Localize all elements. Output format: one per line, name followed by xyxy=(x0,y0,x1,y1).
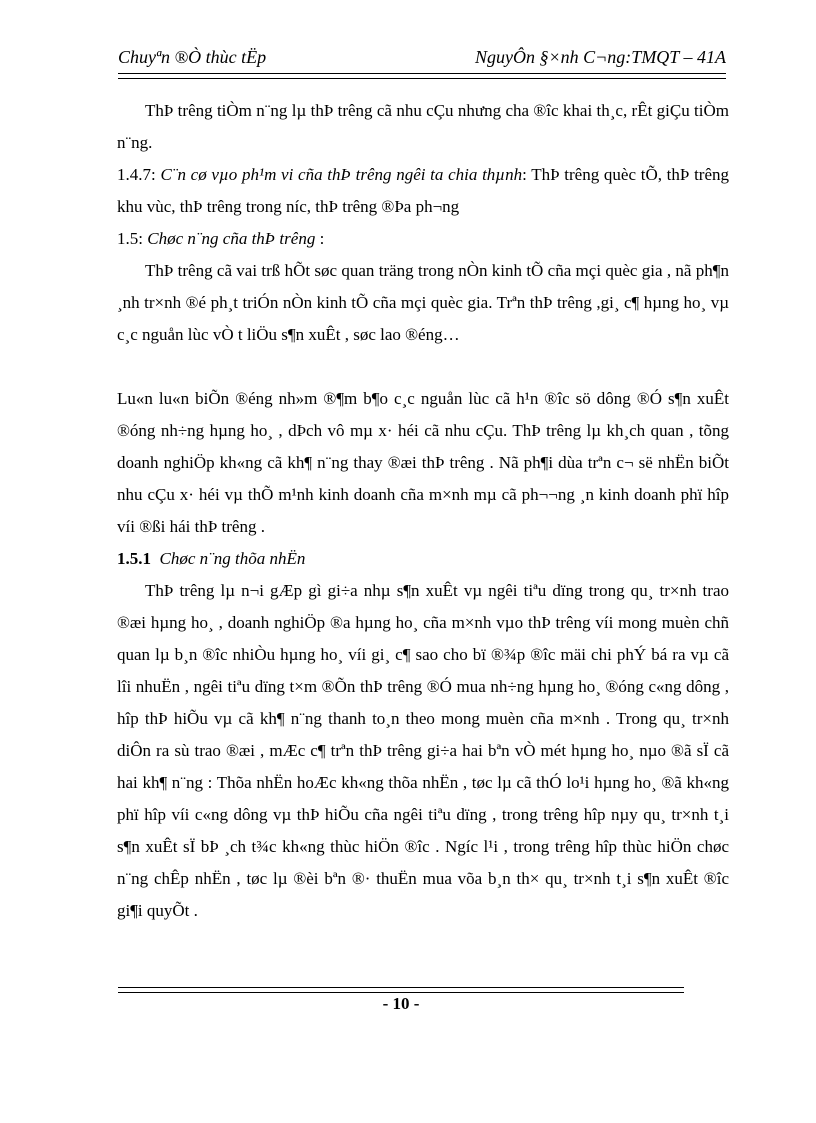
footer-divider xyxy=(118,987,684,993)
paragraph-recognition-function: ThÞ trêng lµ n¬i gÆp gì gi÷a nhµ s¶n xuÊt vµ ngêi tiªu dïng trong qu¸ tr×nh trao ®æi hµng ho¸ , doanh nghiÖp ®a hµng ho¸ cña m×nh vµo thÞ trêng víi mong muèn chñ quan lµ b¸n ®îc nhiÒu hµng ho¸ víi gi¸ c¶ sao cho bï ®¾p ®îc mäi chi phÝ bá ra vµ cã lîi nhuËn , ngêi tiªu dïng t×m ®Õn thÞ trêng ®Ó mua nh÷ng hµng ho¸ ®óng c«ng dông , hîp thÞ hiÕu vµ cã kh¶ n¨ng thanh to¸n theo mong muèn cña m×nh . Trong qu¸ tr×nh diÔn ra sù trao ®æi , mÆc c¶ trªn thÞ trêng gi÷a hai bªn vÒ mét hµng ho¸ nµo ®ã sÏ cã hai kh¶ n¨ng : Thõa nhËn hoÆc kh«ng thõa nhËn , tøc lµ cã thÓ lo¹i hµng ho¸ ®ã kh«ng phï hîp víi c«ng dông vµ thÞ hiÕu cña ngêi tiªu dïng , trong trêng hîp nµy qu¸ tr×nh t¸i s¶n xuÊt sÏ bÞ ¸ch t¾c kh«ng thùc hiÖn ®îc . Ngíc l¹i , trong trêng hîp thùc hiÖn chøc n¨ng chÊp nhËn , tøc lµ ®èi bªn ®· thuËn mua võa b¸n th× qu¸ tr×nh t¸i s¶n xuÊt ®îc gi¶i quyÕt . xyxy=(117,581,729,920)
page-body xyxy=(117,95,729,927)
section-text: : ThÞ trêng quèc tÕ, thÞ trêng khu vùc, thÞ trêng trong níc, thÞ trêng ®Þa ph¬ng xyxy=(117,165,730,216)
paragraph-market-dynamics: Lu«n lu«n biÕn ®éng nh»m ®¶m b¶o c¸c nguån lùc cã h¹n ®îc sö dông ®Ó s¶n xuÊt ®óng nh÷ng hµng ho¸ , dÞch vô mµ x· héi cã nhu cÇu. ThÞ trêng lµ kh¸ch quan , tõng doanh nghiÖp kh«ng cã kh¶ n¨ng thay ®æi thÞ trêng . Nã ph¶i dùa trªn c¬ së nhËn biÕt nhu cÇu x· héi vµ thÕ m¹nh kinh doanh cña m×nh mµ cã ph¬¬ng ¸n kinh doanh phï hîp víi ®ßi hái thÞ trêng . xyxy=(117,389,729,536)
header-divider xyxy=(118,73,726,79)
paragraph-potential-market: ThÞ trêng tiÒm n¨ng lµ thÞ trêng cã nhu cÇu nhưng cha ®îc khai th¸c, rÊt giÇu tiÒm n¨ng. xyxy=(117,101,729,152)
section-title: Chøc n¨ng thõa nhËn xyxy=(159,549,306,568)
section-number: 1.5.1 xyxy=(117,549,151,568)
section-title: C¨n cø vµo ph¹m vi cña thÞ trêng ngêi ta chia thµnh xyxy=(160,165,523,184)
section-number: 1.5: xyxy=(117,229,143,248)
paragraph-market-role: ThÞ trêng cã vai trß hÕt søc quan träng trong nÒn kinh tÕ cña mçi quèc gia , nã ph¶n ¸nh tr×nh ®é ph¸t triÓn nÒn kinh tÕ cña mçi quèc gia. Trªn thÞ trêng ,gi¸ c¶ hµng ho¸ vµ c¸c nguån lùc vÒ t liÖu s¶n xuÊt , søc lao ®éng… xyxy=(117,261,729,344)
section-1-5 xyxy=(117,223,729,255)
section-1-5-1 xyxy=(117,543,729,575)
section-number: 1.4.7: xyxy=(117,165,156,184)
section-suffix: : xyxy=(315,229,325,248)
blank-line xyxy=(117,351,729,383)
section-1-4-7 xyxy=(117,159,729,223)
header-author: NguyÔn §×nh C¬ng:TMQT – 41A xyxy=(475,47,726,67)
page-number: - 10 - xyxy=(382,994,420,1013)
section-title: Chøc n¨ng cña thÞ trêng xyxy=(147,229,316,248)
header-document-title: Chuyªn ®Ò thùc tËp xyxy=(118,47,267,67)
page-header xyxy=(118,45,726,71)
